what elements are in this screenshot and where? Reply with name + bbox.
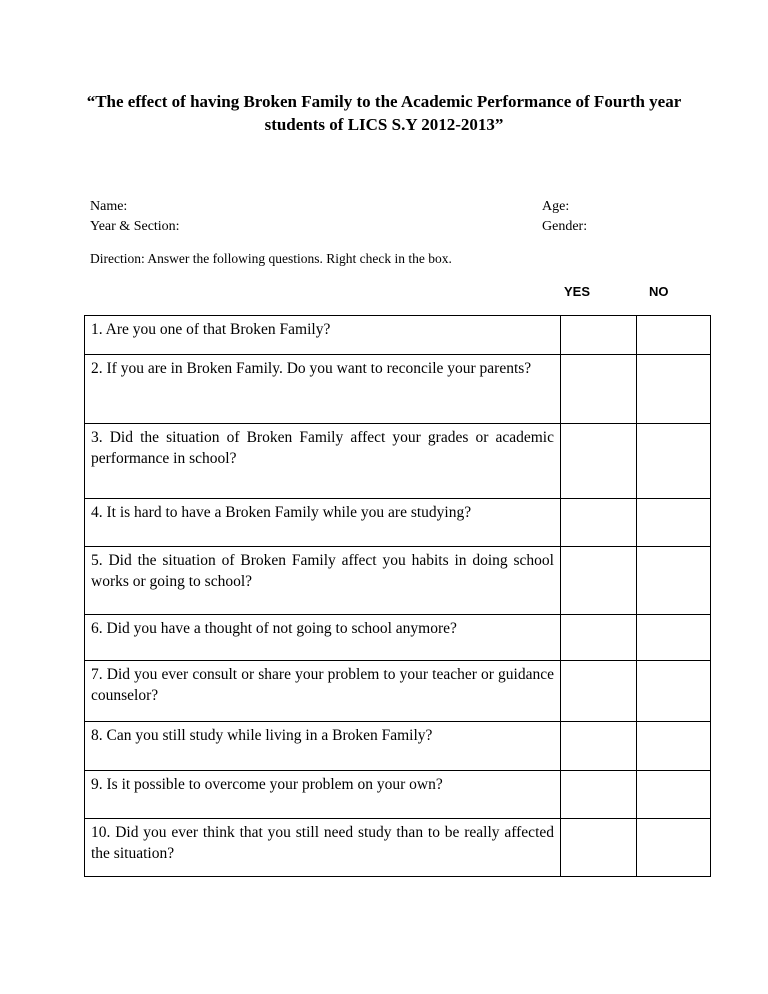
- yes-checkbox[interactable]: [561, 771, 637, 819]
- question-text: 4. It is hard to have a Broken Family while you are studying?: [85, 499, 561, 547]
- yes-checkbox[interactable]: [561, 316, 637, 355]
- no-checkbox[interactable]: [637, 424, 711, 499]
- questionnaire-table: [84, 315, 711, 877]
- question-text: 2. If you are in Broken Family. Do you want to reconcile your parents?: [85, 355, 561, 424]
- direction-text: Direction: Answer the following questions. Right check in the box.: [90, 251, 452, 266]
- yes-checkbox[interactable]: [561, 722, 637, 771]
- no-checkbox[interactable]: [637, 771, 711, 819]
- question-text: 9. Is it possible to overcome your problem on your own?: [85, 771, 561, 819]
- question-row: [85, 499, 711, 547]
- question-row: [85, 547, 711, 615]
- question-row: [85, 615, 711, 661]
- no-column-header: NO: [649, 284, 669, 299]
- yes-checkbox[interactable]: [561, 615, 637, 661]
- no-checkbox[interactable]: [637, 661, 711, 722]
- question-row: [85, 819, 711, 877]
- age-label: Age:: [542, 199, 570, 214]
- question-text: 6. Did you have a thought of not going to school anymore?: [85, 615, 561, 661]
- no-checkbox[interactable]: [637, 547, 711, 615]
- question-text: 8. Can you still study while living in a Broken Family?: [85, 722, 561, 771]
- yes-checkbox[interactable]: [561, 355, 637, 424]
- question-row: [85, 316, 711, 355]
- question-row: [85, 355, 711, 424]
- yes-checkbox[interactable]: [561, 661, 637, 722]
- gender-label: Gender:: [542, 219, 588, 234]
- no-checkbox[interactable]: [637, 819, 711, 877]
- question-text: 3. Did the situation of Broken Family affect your grades or academic performance in school?: [85, 424, 561, 499]
- question-text: 5. Did the situation of Broken Family affect you habits in doing school works or going to school?: [85, 547, 561, 615]
- question-row: [85, 771, 711, 819]
- no-checkbox[interactable]: [637, 722, 711, 771]
- year-section-label: Year & Section:: [90, 219, 180, 234]
- yes-column-header: YES: [564, 284, 591, 299]
- yes-checkbox[interactable]: [561, 819, 637, 877]
- question-row: [85, 722, 711, 771]
- question-text: 10. Did you ever think that you still need study than to be really affected the situation?: [85, 819, 561, 877]
- no-checkbox[interactable]: [637, 355, 711, 424]
- no-checkbox[interactable]: [637, 316, 711, 355]
- survey-title: “The effect of having Broken Family to the Academic Performance of Fourth year students of LICS S.Y 2012-2013”: [86, 92, 682, 134]
- question-text: 1. Are you one of that Broken Family?: [85, 316, 561, 355]
- yes-checkbox[interactable]: [561, 424, 637, 499]
- yes-checkbox[interactable]: [561, 499, 637, 547]
- name-label: Name:: [90, 199, 128, 214]
- no-checkbox[interactable]: [637, 615, 711, 661]
- yes-checkbox[interactable]: [561, 547, 637, 615]
- question-row: [85, 661, 711, 722]
- question-row: [85, 424, 711, 499]
- question-text: 7. Did you ever consult or share your problem to your teacher or guidance counselor?: [85, 661, 561, 722]
- no-checkbox[interactable]: [637, 499, 711, 547]
